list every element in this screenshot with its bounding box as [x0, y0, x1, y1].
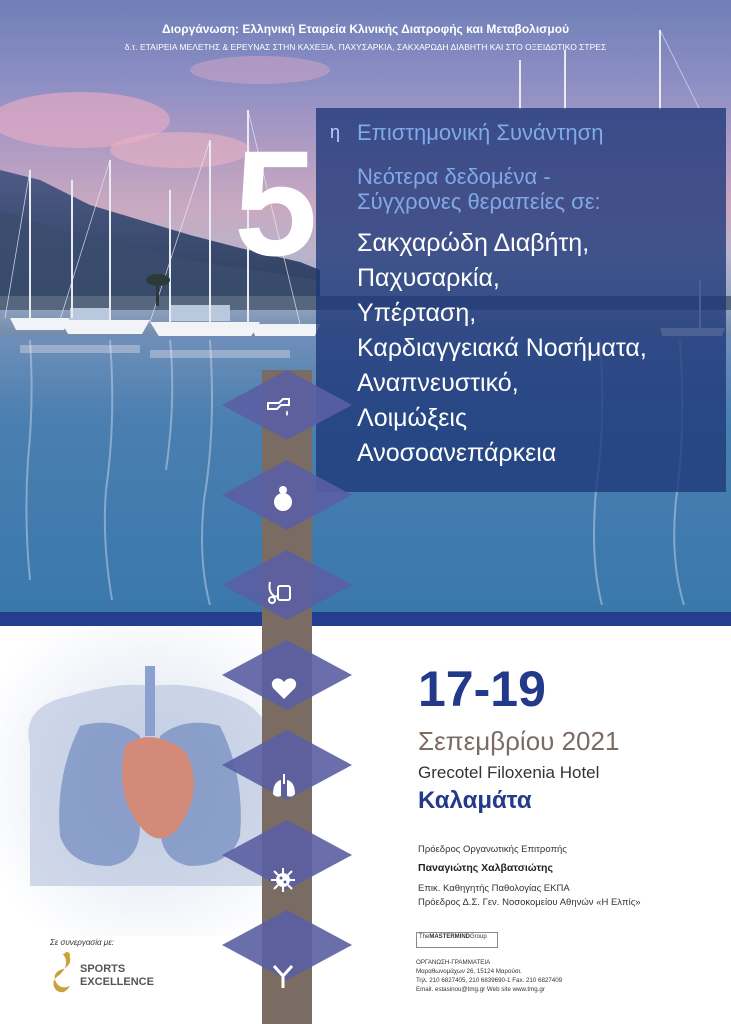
organizer-subline: δ.τ. ΕΤΑΙΡΕΙΑ ΜΕΛΕΤΗΣ & ΕΡΕΥΝΑΣ ΣΤΗΝ ΚΑΧΕΞΙΑ, ΠΑΧΥΣΑΡΚΙΑ, ΣΑΚΧΑΡΩΔΗ ΔΙΑΒΗΤΗ ΚΑΙ ΣΤΟ ΟΞΕΙΔΩΤΙΚΟ ΣΤΡΕΣ: [124, 42, 607, 52]
edition-superscript: η: [330, 122, 341, 142]
logo-suffix: Group: [470, 934, 487, 940]
secretariat-email-web: Email. estasinou@tmg.gr Web site www.tmg.gr: [416, 986, 545, 993]
secretariat-title: ΟΡΓΑΝΩΣΗ-ΓΡΑΜΜΑΤΕΙΑ: [416, 959, 491, 966]
glucose-drop-icon: [265, 391, 293, 419]
topic-cardiovascular: Καρδιαγγειακά Νοσήματα,: [357, 334, 647, 362]
meeting-type: Επιστημονική Συνάντηση: [357, 120, 604, 145]
committee-title: Πρόεδρος Οργανωτικής Επιτροπής: [418, 844, 567, 855]
mastermind-logo: [416, 932, 498, 948]
logo-main: MASTERMIND: [429, 934, 471, 940]
topic-immunodeficiency: Ανοσοανεπάρκεια: [357, 439, 557, 467]
event-subtitle: [357, 164, 717, 214]
partner-name: [80, 963, 154, 989]
edition-number: 5: [234, 119, 318, 287]
heart-icon: [270, 675, 298, 703]
partner-label: Σε συνεργασία με:: [50, 938, 114, 947]
secretariat-info: [416, 958, 562, 994]
chair-position-1: Επικ. Καθηγητής Παθολογίας ΕΚΠΑ: [418, 883, 570, 894]
subtitle-line-1: Νεότερα δεδομένα -: [357, 164, 551, 189]
partner-line-2: EXCELLENCE: [80, 976, 154, 988]
virus-icon: [269, 866, 297, 894]
topic-hypertension: Υπέρταση,: [357, 299, 477, 327]
topic-obesity: Παχυσαρκία,: [357, 264, 500, 292]
secretariat-phone: Τηλ. 210 6827405, 210 6839690-1 Fax. 210 6827409: [416, 977, 563, 984]
blood-pressure-icon: [266, 578, 294, 606]
chair-position-2: Πρόεδρος Δ.Σ. Γεν. Νοσοκομείου Αθηνών «Η Ελπίς»: [418, 897, 641, 908]
logo-prefix: The: [419, 934, 430, 940]
partner-line-1: SPORTS: [80, 963, 126, 975]
topics-list: [357, 226, 647, 471]
obesity-icon: [269, 485, 297, 513]
topic-respiratory: Αναπνευστικό,: [357, 369, 519, 397]
subtitle-line-2: Σύγχρονες θεραπείες σε:: [357, 189, 601, 214]
organizer-line: Διοργάνωση: Ελληνική Εταιρεία Κλινικής Διατροφής και Μεταβολισμού: [161, 22, 570, 36]
event-hotel: Grecotel Filoxenia Hotel: [418, 763, 600, 782]
event-dates: 17-19: [418, 661, 546, 717]
secretariat-address: Μαραθωνομάχων 26, 15124 Μαρούσι.: [416, 968, 522, 975]
committee-chair-name: Παναγιώτης Χαλβατσιώτης: [418, 862, 553, 874]
event-city: Καλαμάτα: [418, 787, 532, 814]
antibody-icon: [269, 962, 297, 990]
lungs-icon: [270, 772, 298, 800]
event-month-year: Σεπεμβρίου 2021: [418, 726, 620, 756]
topic-infections: Λοιμώξεις: [357, 404, 468, 432]
topic-diabetes: Σακχαρώδη Διαβήτη,: [357, 229, 590, 257]
divider-bar: [0, 612, 731, 626]
